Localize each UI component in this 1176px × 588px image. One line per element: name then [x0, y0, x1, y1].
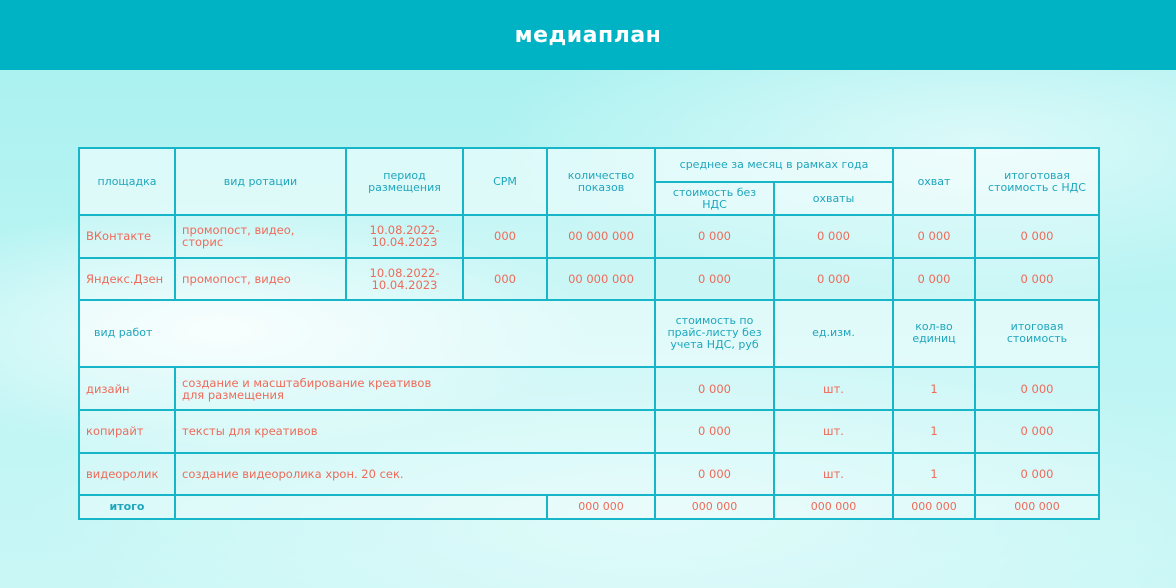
cell-work-price: 0 000	[655, 367, 774, 410]
cell-period: 10.08.2022- 10.04.2023	[346, 258, 463, 300]
header-period: период размещения	[346, 148, 463, 215]
totals-reach-monthly: 000 000	[774, 495, 893, 519]
works-row	[79, 453, 1099, 495]
header-impressions: количество показов	[547, 148, 655, 215]
header-monthly-group: среднее за месяц в рамках года	[655, 148, 893, 182]
cell-work-unit: шт.	[774, 367, 893, 410]
cell-work-total: 0 000	[975, 367, 1099, 410]
totals-cost-no-vat: 000 000	[655, 495, 774, 519]
header-total-cost: итоговая стоимость	[975, 300, 1099, 367]
cell-work-unit: шт.	[774, 453, 893, 495]
cell-work-total: 0 000	[975, 410, 1099, 452]
header-reach: охват	[893, 148, 975, 215]
placement-row	[79, 215, 1099, 257]
cell-work-description: создание и масштабирование креативов для размещения	[175, 367, 655, 410]
cell-platform: ВКонтакте	[79, 215, 175, 257]
totals-empty-cell	[175, 495, 547, 519]
header-rotation-type: вид ротации	[175, 148, 346, 215]
cell-impressions: 00 000 000	[547, 258, 655, 300]
placement-row	[79, 258, 1099, 300]
cell-work-description: тексты для креативов	[175, 410, 655, 452]
cell-total-with-vat: 0 000	[975, 215, 1099, 257]
cell-reach-monthly: 0 000	[774, 258, 893, 300]
cell-cpm: 000	[463, 215, 547, 257]
cell-work: дизайн	[79, 367, 175, 410]
cell-work-description: создание видеоролика хрон. 20 сек.	[175, 453, 655, 495]
cell-reach-monthly: 0 000	[774, 215, 893, 257]
cell-reach: 0 000	[893, 215, 975, 257]
works-row	[79, 367, 1099, 410]
cell-work-total: 0 000	[975, 453, 1099, 495]
cell-platform: Яндекс.Дзен	[79, 258, 175, 300]
header-unit: ед.изм.	[774, 300, 893, 367]
cell-work-quantity: 1	[893, 410, 975, 452]
totals-label: итого	[79, 495, 175, 519]
header-work-type: вид работ	[79, 300, 655, 367]
header-price-list-cost: стоимость по прайс-листу без учета НДС, руб	[655, 300, 774, 367]
totals-reach: 000 000	[893, 495, 975, 519]
cell-rotation-type: промопост, видео, сторис	[175, 215, 346, 257]
works-row	[79, 410, 1099, 452]
header-quantity: кол-во единиц	[893, 300, 975, 367]
totals-impressions: 000 000	[547, 495, 655, 519]
header-cost-no-vat: стоимость без НДС	[655, 182, 774, 215]
cell-reach: 0 000	[893, 258, 975, 300]
cell-work-price: 0 000	[655, 453, 774, 495]
media-plan-table-wrapper	[78, 147, 1098, 520]
header-cpm: CPM	[463, 148, 547, 215]
header-reach-monthly: охваты	[774, 182, 893, 215]
cell-cpm: 000	[463, 258, 547, 300]
cell-work: копирайт	[79, 410, 175, 452]
media-plan-table	[78, 147, 1100, 520]
cell-period: 10.08.2022- 10.04.2023	[346, 215, 463, 257]
header-platform: площадка	[79, 148, 175, 215]
cell-rotation-type: промопост, видео	[175, 258, 346, 300]
cell-total-with-vat: 0 000	[975, 258, 1099, 300]
totals-row	[79, 495, 1099, 519]
page-header	[0, 0, 1176, 70]
works-header-row	[79, 300, 1099, 367]
cell-work-unit: шт.	[774, 410, 893, 452]
totals-total-with-vat: 000 000	[975, 495, 1099, 519]
cell-work: видеоролик	[79, 453, 175, 495]
page-title: медиаплан	[514, 22, 662, 48]
placement-header-row	[79, 148, 1099, 182]
cell-impressions: 00 000 000	[547, 215, 655, 257]
cell-work-quantity: 1	[893, 453, 975, 495]
header-total-with-vat: итоготовая стоимость с НДС	[975, 148, 1099, 215]
cell-work-quantity: 1	[893, 367, 975, 410]
cell-work-price: 0 000	[655, 410, 774, 452]
cell-cost-no-vat: 0 000	[655, 215, 774, 257]
cell-cost-no-vat: 0 000	[655, 258, 774, 300]
